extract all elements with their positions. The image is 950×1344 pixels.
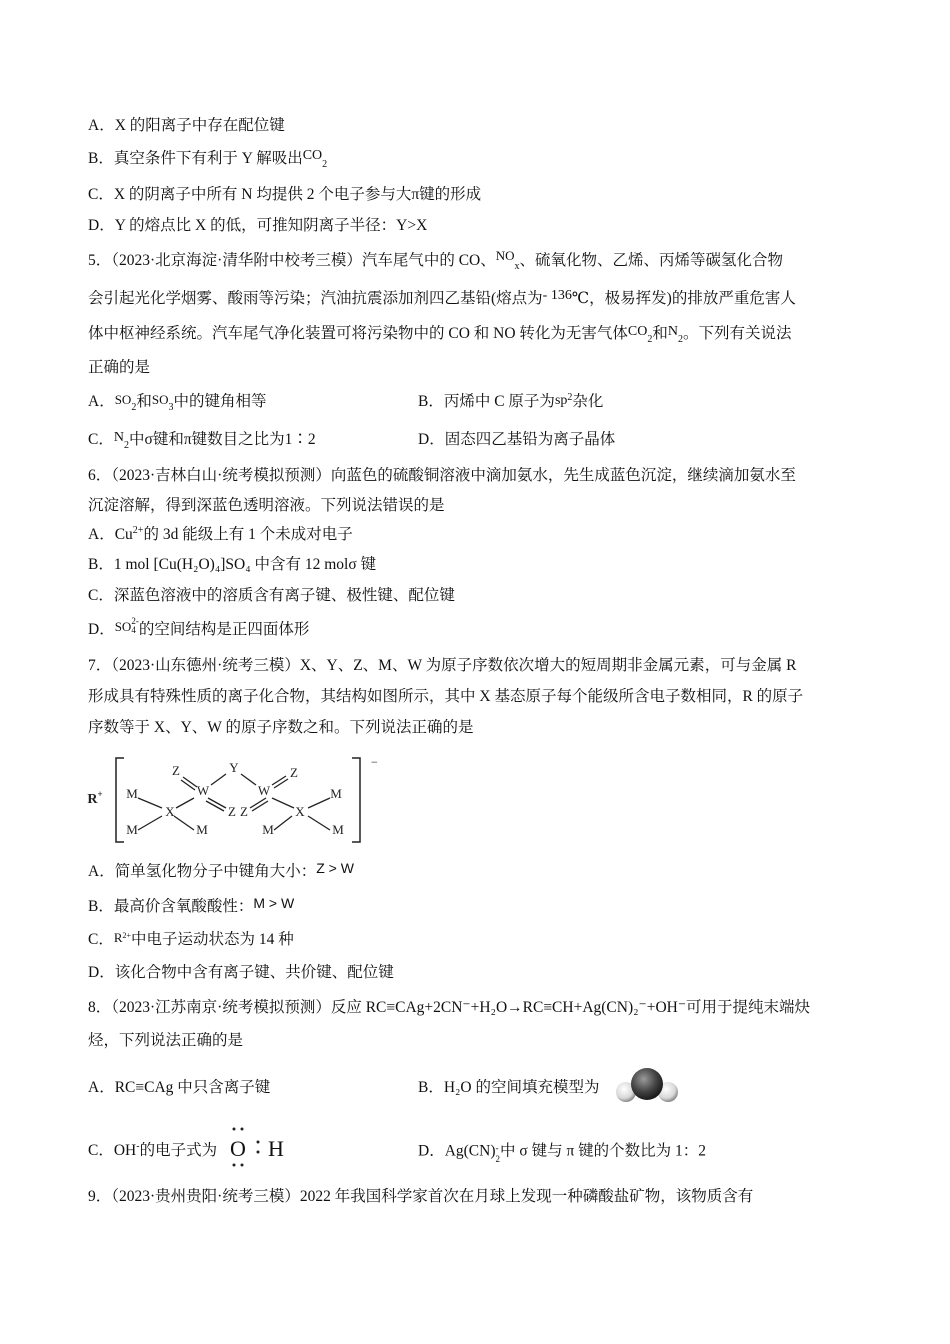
svg-text:W: W xyxy=(257,783,271,798)
q6-option-b: B．1 mol [Cu(H₂O)₄]SO₄ 中含有 12 molσ 键 xyxy=(88,556,377,573)
q5-stem-line3: 体中枢神经系统。汽车尾气净化装置可将污染物中的 CO 和 NO 转化为无害气体$CO_2$和$N_2$。下列有关说法 xyxy=(88,324,792,346)
svg-text:M: M xyxy=(330,786,342,801)
oxygen-atom xyxy=(631,1068,663,1100)
q9-stem-line1: 9．（2023·贵州贵阳·统考三模）2022 年我国科学家首次在月球上发现一种磷酸盐矿物，该物质含有 xyxy=(88,1188,754,1205)
water-space-filling-model xyxy=(612,1066,682,1106)
svg-text:X: X xyxy=(295,804,305,819)
q7-option-b: B．最高价含氧酸酸性：M > W xyxy=(88,895,295,915)
q8-stem-line1: 8．（2023·江苏南京·统考模拟预测）反应 RC≡CAg+2CN⁻+H₂O→RC≡CH+Ag(CN)₂⁻+OH⁻可用于提纯末端炔 xyxy=(88,999,811,1016)
q7-option-a: A．简单氢化物分子中键角大小：Z > W xyxy=(88,860,354,880)
svg-text:M: M xyxy=(126,822,138,837)
svg-text:M: M xyxy=(126,786,138,801)
q6-stem-line2: 沉淀溶解，得到深蓝色透明溶液。下列说法错误的是 xyxy=(88,497,445,514)
q8-option-a: A．RC≡CAg 中只含离子键 xyxy=(88,1079,271,1096)
oxygen-symbol: O xyxy=(230,1136,246,1161)
q5-option-a: A．$SO_2$和$SO_3$中的键角相等 xyxy=(88,392,267,414)
q6-option-c: C．深蓝色溶液中的溶质含有离子键、极性键、配位键 xyxy=(88,587,455,604)
q4-option-c: C．X 的阴离子中所有 N 均提供 2 个电子参与大π键的形成 xyxy=(88,186,482,203)
electron-dots xyxy=(228,1124,294,1168)
q5-option-b: B．丙烯中 C 原子为$sp^2$杂化 xyxy=(418,391,604,410)
q8-option-d: D．Ag(CN)- 2中 σ 键与 π 键的个数比为 1：2 xyxy=(418,1142,707,1164)
svg-text:Z: Z xyxy=(228,804,236,819)
q7-structure-diagram xyxy=(86,752,386,848)
svg-text:M: M xyxy=(196,822,208,837)
q7-stem-line1: 7．（2023·山东德州·统考三模）X、Y、Z、M、W 为原子序数依次增大的短周期非金属元素，可与金属 R xyxy=(88,657,797,674)
q5-option-d: D．固态四乙基铅为离子晶体 xyxy=(418,431,616,448)
svg-text:Y: Y xyxy=(229,760,239,775)
q5-option-c: C．$N_2$中σ键和π键数目之比为1∶2 xyxy=(88,430,316,452)
q5-stem-line2: 会引起光化学烟雾、酸雨等污染；汽油抗震添加剂四乙基铅(熔点为- 136℃，极易挥发)的排放严重危害人 xyxy=(88,288,796,307)
q8-option-b: B．H₂O 的空间填充模型为 xyxy=(418,1079,600,1096)
svg-text:X: X xyxy=(165,804,175,819)
q8-stem-line2: 烃，下列说法正确的是 xyxy=(88,1032,244,1049)
q7-option-d: D．该化合物中含有离子键、共价键、配位键 xyxy=(88,964,394,981)
q4-option-d: D．Y 的熔点比 X 的低，可推知阴离子半径：Y>X xyxy=(88,217,428,234)
svg-text:W: W xyxy=(196,783,210,798)
svg-text:−: − xyxy=(371,755,378,769)
svg-text:M: M xyxy=(262,822,274,837)
hydroxide-electron-formula xyxy=(228,1124,294,1168)
q7-stem-line3: 序数等于 X、Y、W 的原子序数之和。下列说法正确的是 xyxy=(88,719,474,736)
svg-text:M: M xyxy=(332,822,344,837)
hydrogen-symbol: H xyxy=(268,1136,284,1161)
q5-stem-line4: 正确的是 xyxy=(88,359,151,376)
q4-option-a: A．X 的阳离子中存在配位键 xyxy=(88,117,285,134)
svg-text:Z: Z xyxy=(172,763,180,778)
q4-option-b: B．真空条件下有利于 Y 解吸出$CO_2$ xyxy=(88,148,328,171)
q6-option-a: A．$Cu^{2+}$的 3d 能级上有 1 个未成对电子 xyxy=(88,524,353,543)
q6-option-d: D．SO2- 4 的空间结构是正四面体形 xyxy=(88,616,310,638)
svg-text:Z: Z xyxy=(240,804,248,819)
q7-stem-line2: 形成具有特殊性质的离子化合物，其结构如图所示，其中 X 基态原子每个能级所含电子数相同，R 的原子 xyxy=(88,688,804,705)
q7-option-c: C．$R^{2+}$中电子运动状态为 14 种 xyxy=(88,930,294,948)
q6-stem-line1: 6．（2023·吉林白山·统考模拟预测）向蓝色的硫酸铜溶液中滴加氨水，先生成蓝色沉淀，继续滴加氨水至 xyxy=(88,467,796,484)
q5-stem-line1: 5．（2023·北京海淀·清华附中校考三模）汽车尾气中的 CO、$^{NO}_x$、硫氧化物、乙烯、丙烯等碳氢化合物 xyxy=(88,248,784,273)
cation-label: R+ xyxy=(87,789,103,807)
q8-option-c: C．OH-的电子式为 xyxy=(88,1140,218,1159)
svg-text:Z: Z xyxy=(290,765,298,780)
